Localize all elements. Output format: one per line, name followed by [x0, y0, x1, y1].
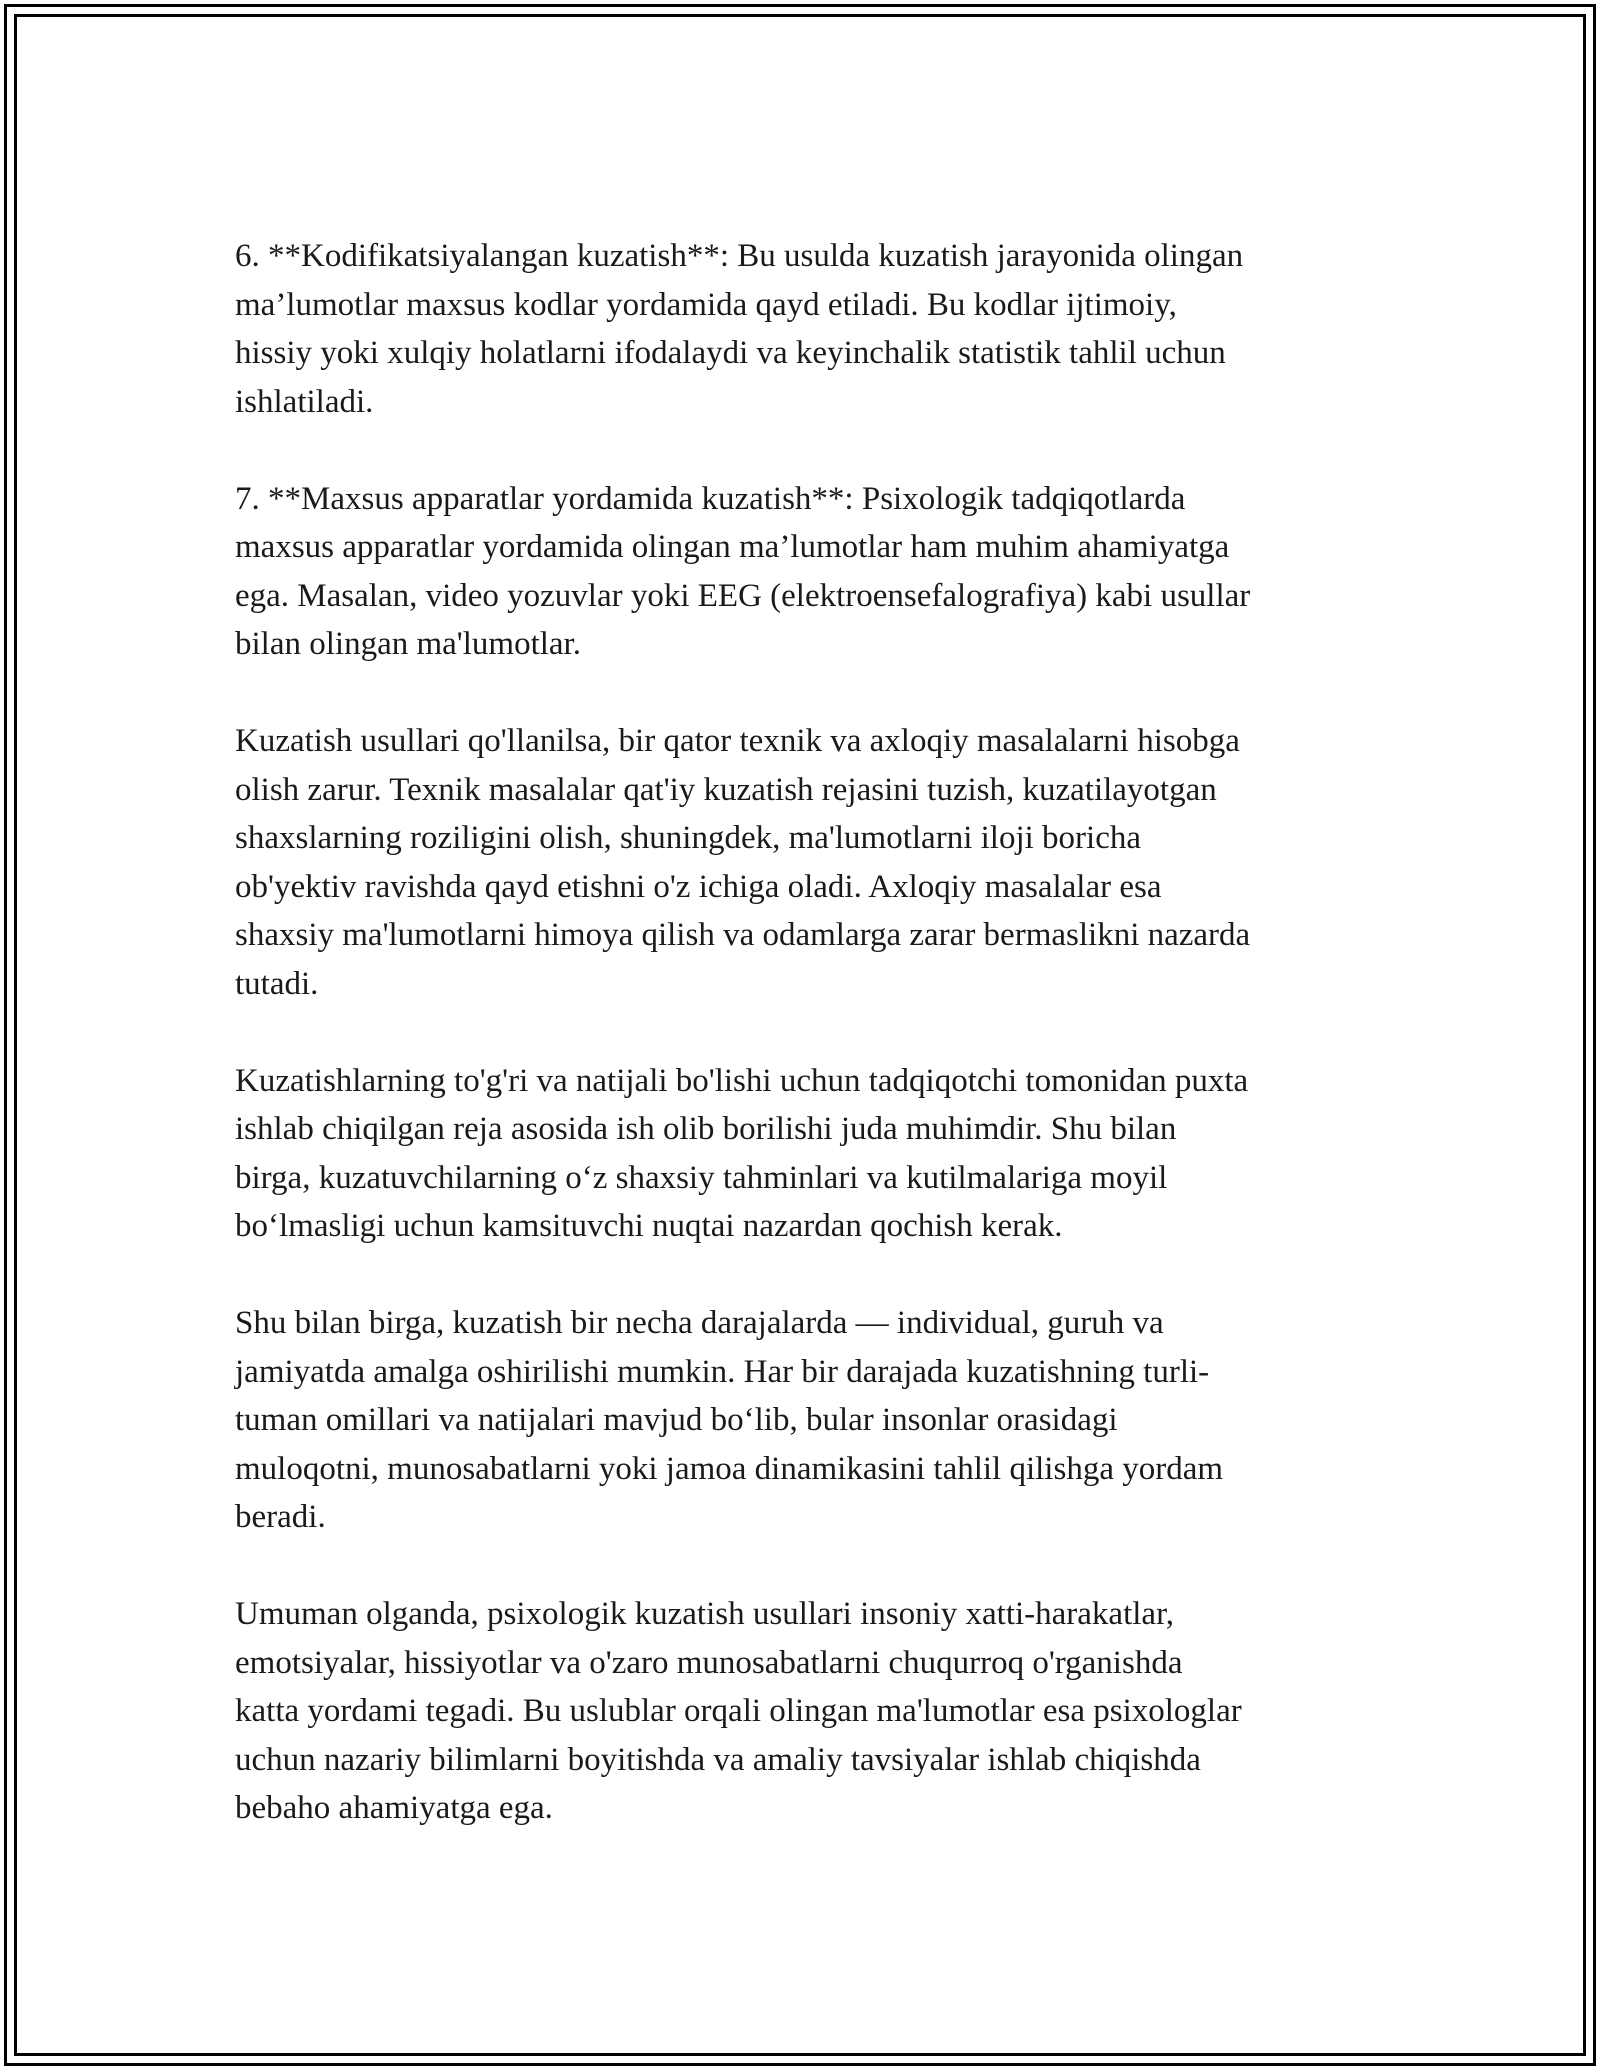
paragraph-research-plan: Kuzatishlarning to'g'ri va natijali bo'lishi uchun tadqiqotchi tomonidan puxta ishlab chiqilgan reja asosida ish olib borilishi juda muhimdir. Shu bilan birga, kuzatuvchilarning o‘z shaxsiy tahminlari va kutilmalariga moyil bo‘lmasligi uchun kamsituvchi nuqtai nazardan qochish kerak. — [235, 1062, 1249, 1244]
paragraph-technical-ethical-issues: Kuzatish usullari qo'llanilsa, bir qator texnik va axloqiy masalalarni hisobga olish zarur. Texnik masalalar qat'iy kuzatish rejasini tuzish, kuzatilayotgan shaxslarning roziligini olish, shuningdek, ma'lumotlarni iloji boricha ob'yektiv ravishda qayd etishni o'z ichiga oladi. Axloqiy masalalar esa shaxsiy ma'lumotlarni himoya qilish va odamlarga zarar bermaslikni nazarda tutadi. — [235, 723, 1251, 1002]
paragraph-observation-levels: Shu bilan birga, kuzatish bir necha darajalarda — individual, guruh va jamiyatda amalga oshirilishi mumkin. Har bir darajada kuzatishning turli- tuman omillari va natijalari mavjud bo‘lib, bular insonlar orasidagi muloqotni, munosabatlarni yoki jamoa dinamikasini tahlil qilishga yordam beradi. — [235, 1305, 1224, 1535]
paragraph-apparatus-observation: 7. **Maxsus apparatlar yordamida kuzatish**: Psixologik tadqiqotlarda maxsus apparatlar yordamida olingan ma’lumotlar ham muhim ahamiyatga ega. Masalan, video yozuvlar yoki EEG (elektroensefalografiya) kabi usullar bilan olingan ma'lumotlar. — [235, 480, 1251, 662]
paragraph-conclusion: Umuman olganda, psixologik kuzatish usullari insoniy xatti-harakatlar, emotsiyalar, hissiyotlar va o'zaro munosabatlarni chuqurroq o'rganishda katta yordami tegadi. Bu uslublar orqali olingan ma'lumotlar esa psixologlar uchun nazariy bilimlarni boyitishda va amaliy tavsiyalar ishlab chiqishda bebaho ahamiyatga ega. — [235, 1596, 1242, 1826]
paragraph-codified-observation: 6. **Kodifikatsiyalangan kuzatish**: Bu usulda kuzatish jarayonida olingan ma’lumotlar maxsus kodlar yordamida qayd etiladi. Bu kodlar ijtimoiy, hissiy yoki xulqiy holatlarni ifodalaydi va keyinchalik statistik tahlil uchun ishlatiladi. — [235, 238, 1244, 420]
document-body — [235, 232, 1370, 1881]
